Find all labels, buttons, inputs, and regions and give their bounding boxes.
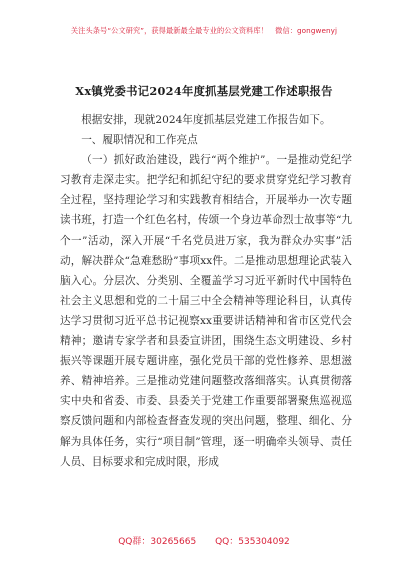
qq-contact: QQ：535304092 xyxy=(215,537,290,547)
promo-banner xyxy=(0,26,408,36)
promo-text: 关注头条号“公文研究”，获得最新最全最专业的公文资料库！ xyxy=(70,26,268,35)
contact-footer xyxy=(0,534,408,547)
body-paragraph: （一）抓好政治建设，践行“两个维护”。一是推动党纪学习教育走深走实。把学纪和抓纪守纪的要求贯穿党纪学习教育全过程，坚持理论学习和实践教育相结合，开展举办一次专题读书班，打造一个红色名村，传颂一个身边革命烈士故事等“九个一”活动，深入开展“千名党员进万家，我为群众办实事”活动，解决群众“急难愁盼”事项xx件。二是推动思想理论武装入脑入心。分层次、分类别、全覆盖学习习近平新时代中国特色社会主义思想和党的二十届三中全会精神等理论科目，认真传达学习贯彻习近平总书记视察xx重要讲话精神和省市区党代会精神；邀请专家学者和县委宣讲团，围绕生态文明建设、乡村振兴等课题开展专题讲座，强化党员干部的党性修养、思想滋养、精神培养。三是推动党建问题整改落细落实。认真贯彻落实中央和省委、市委、县委关于党建工作重要部署聚焦巡视巡察反馈问题和内部检查督查发现的突出问题，整理、细化、分解为具体任务，实行“项目制”管理，逐一明确牵头领导、责任人员、目标要求和完成时限，形成 xyxy=(60,154,352,468)
section-heading: 一、履职情况和工作亮点 xyxy=(81,134,198,147)
document-title: Xx镇党委书记2024年度抓基层党建工作述职报告 xyxy=(75,84,333,98)
qq-group: QQ群：30265665 xyxy=(118,537,197,547)
intro-paragraph: 根据安排，现就2024年度抓基层党建工作报告如下。 xyxy=(81,114,331,126)
document-body xyxy=(60,110,352,472)
wechat-id: 微信：gongwenyj xyxy=(275,26,338,35)
